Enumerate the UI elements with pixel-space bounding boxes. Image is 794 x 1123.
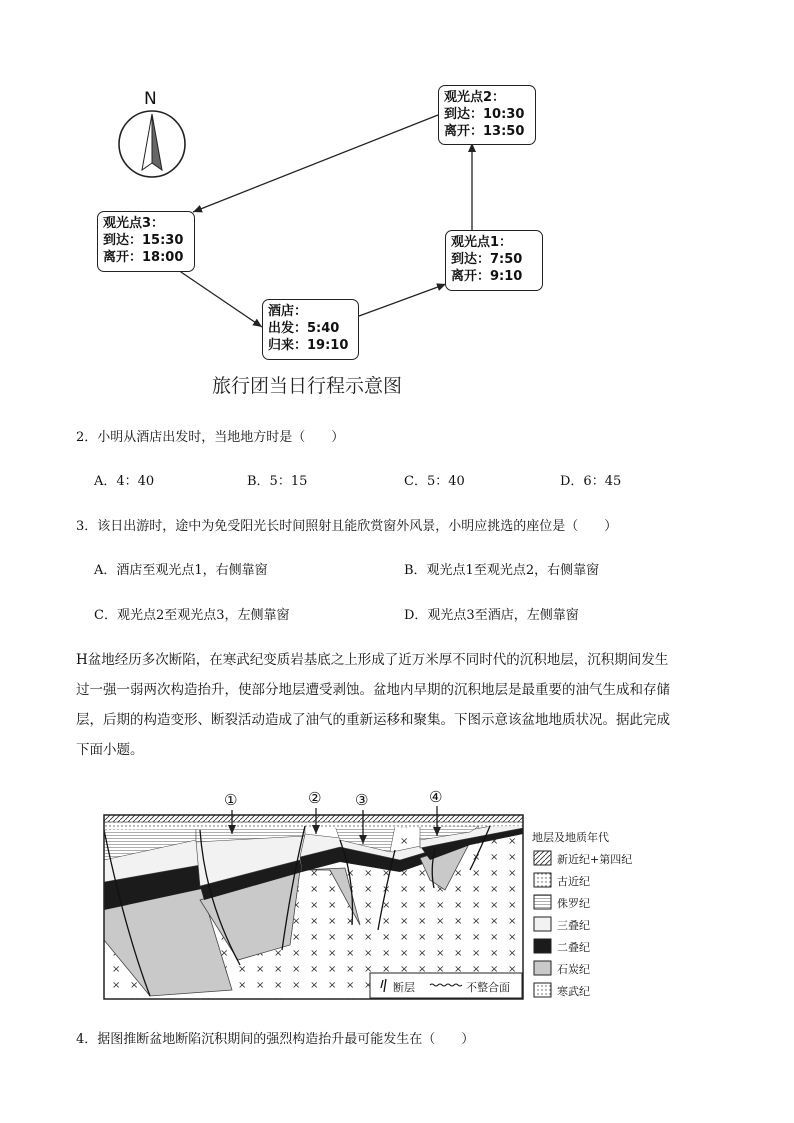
passage-line-3: 层，后期的构造变形、断裂活动造成了油气的重新运移和聚集。下图示意该盆地地质状况。据此完成 bbox=[76, 712, 670, 728]
q2-option-c: C．5：40 bbox=[404, 474, 465, 489]
spot1-arrive: 到达：7:50 bbox=[451, 252, 523, 267]
q3-option-a: A．酒店至观光点1，右侧靠窗 bbox=[94, 563, 268, 578]
marker-3: ③ bbox=[355, 791, 369, 809]
hotel-title: 酒店： bbox=[268, 304, 308, 319]
legend-swatch-triassic bbox=[534, 917, 551, 931]
compass-icon bbox=[119, 111, 185, 177]
legend-label-paleogene: 古近纪 bbox=[557, 875, 590, 888]
hotel-depart: 出发：5:40 bbox=[268, 321, 340, 336]
spot3-leave: 离开：18:00 bbox=[103, 250, 184, 265]
fault-label: 断层 bbox=[393, 981, 415, 994]
neogene-quaternary-band bbox=[104, 815, 523, 822]
legend-swatch-neogene bbox=[534, 851, 551, 865]
spot1-title: 观光点1： bbox=[451, 235, 513, 250]
hotel-return: 归来：19:10 bbox=[268, 338, 349, 353]
itinerary-diagram bbox=[0, 0, 794, 400]
q3-option-c: C．观光点2至观光点3，左侧靠窗 bbox=[94, 608, 290, 623]
arrow-spot3-to-hotel bbox=[178, 270, 262, 327]
unconformity-label: 不整合面 bbox=[466, 981, 510, 994]
legend-swatch-carboniferous bbox=[534, 961, 551, 975]
spot1-box bbox=[445, 230, 543, 291]
q2-option-d: D．6：45 bbox=[560, 474, 622, 489]
legend-swatch-jurassic bbox=[534, 895, 551, 909]
itinerary-caption: 旅行团当日行程示意图 bbox=[212, 375, 403, 397]
q4-stem: 4．据图推断盆地断陷沉积期间的强烈构造抬升最可能发生在（ ） bbox=[76, 1032, 475, 1047]
spot3-box bbox=[97, 211, 195, 272]
spot3-title: 观光点3： bbox=[103, 216, 165, 231]
marker-2: ② bbox=[308, 789, 322, 807]
passage bbox=[76, 645, 726, 765]
legend-swatch-cambrian bbox=[534, 983, 551, 997]
legend-label-neogene: 新近纪+第四纪 bbox=[557, 853, 633, 866]
spot1-leave: 离开：9:10 bbox=[451, 269, 523, 284]
legend-swatch-paleogene bbox=[534, 873, 551, 887]
marker-1: ① bbox=[224, 791, 238, 809]
legend-label-carboniferous: 石炭纪 bbox=[557, 963, 590, 976]
geologic-cross-section bbox=[0, 780, 794, 1010]
legend-swatch-permian bbox=[534, 939, 551, 953]
hotel-box bbox=[262, 299, 359, 360]
legend-label-permian: 二叠纪 bbox=[557, 941, 590, 954]
spot2-leave: 离开：13:50 bbox=[444, 124, 525, 139]
legend-title: 地层及地质年代 bbox=[532, 831, 609, 844]
q3-stem: 3．该日出游时，途中为免受阳光长时间照射且能欣赏窗外风景，小明应挑选的座位是（ ） bbox=[76, 519, 618, 534]
arrow-spot2-to-spot3 bbox=[193, 115, 438, 212]
q2-option-b: B．5：15 bbox=[247, 474, 308, 489]
passage-line-1: H盆地经历多次断陷，在寒武纪变质岩基底之上形成了近万米厚不同时代的沉积地层，沉积期间发生 bbox=[76, 652, 669, 668]
spot2-title: 观光点2： bbox=[444, 90, 506, 105]
legend-label-cambrian: 寒武纪 bbox=[557, 985, 590, 998]
passage-line-4: 下面小题。 bbox=[76, 742, 144, 758]
spot2-arrive: 到达：10:30 bbox=[444, 107, 525, 122]
legend-label-jurassic: 侏罗纪 bbox=[557, 897, 590, 910]
q3-option-b: B．观光点1至观光点2，右侧靠窗 bbox=[404, 563, 600, 578]
spot3-arrive: 到达：15:30 bbox=[103, 233, 184, 248]
q2-option-a: A．4：40 bbox=[94, 474, 155, 489]
compass-north-label: N bbox=[144, 89, 157, 109]
spot2-box bbox=[438, 85, 536, 145]
arrow-hotel-to-spot1 bbox=[359, 284, 446, 316]
q2-stem: 2．小明从酒店出发时，当地地方时是（ ） bbox=[76, 430, 345, 445]
legend-label-triassic: 三叠纪 bbox=[557, 919, 590, 932]
marker-4: ④ bbox=[429, 788, 443, 806]
passage-line-2: 过一强一弱两次构造抬升，使部分地层遭受剥蚀。盆地内早期的沉积地层是最重要的油气生成和存储 bbox=[76, 682, 670, 698]
q3-option-d: D．观光点3至酒店，左侧靠窗 bbox=[404, 608, 579, 623]
